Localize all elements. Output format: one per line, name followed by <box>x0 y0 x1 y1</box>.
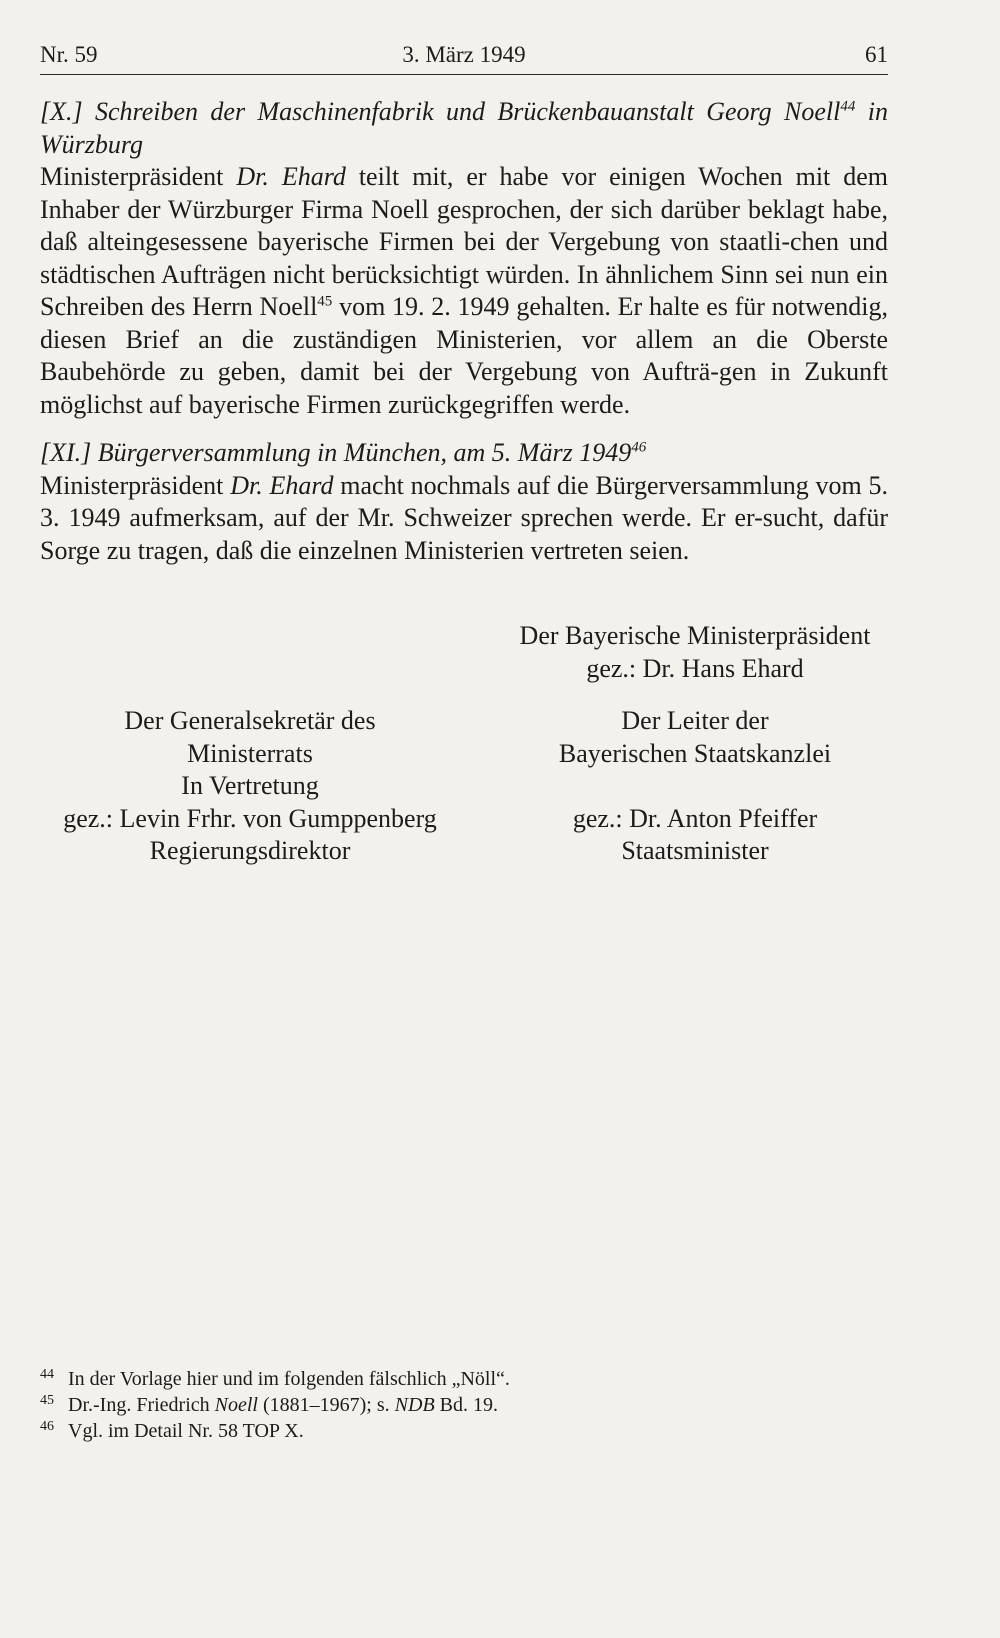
section-x-heading <box>40 96 888 161</box>
page-number: 61 <box>865 42 888 67</box>
section-xi-label: [XI.] <box>40 438 92 467</box>
signature-generalsekretaer: Der Generalsekretär des Ministerrats In Vertretung gez.: Levin Frhr. von Gumppenberg Regierungsdirektor <box>63 706 437 865</box>
section-x-paragraph: Ministerpräsident Dr. Ehard teilt mit, er habe vor einigen Wochen mit dem Inhaber der Würzburger Firma Noell gesprochen, der sich darüber beklagt habe, daß alteingesessene bayerische Firmen bei der Vergebung von staatli-chen und städtischen Aufträgen nicht berücksichtigt würden. In ähnlichem Sinn sei nun ein Schreiben des Herrn Noell$^{45}$ vom 19. 2. 1949 gehalten. Er halte es für notwendig, diesen Brief an die zuständigen Ministerien, vor allem an die Oberste Baubehörde zu geben, damit bei der Vergebung von Aufträ-gen in Zukunft möglichst auf bayerische Firmen zurückgegriffen werde. <box>40 162 888 419</box>
section-x-title-2: in Würzburg <box>40 97 888 159</box>
footnote-45: 45 Dr.-Ing. Friedrich Noell (1881–1967); s. NDB Bd. 19. <box>40 1393 498 1416</box>
section-xi-paragraph: Ministerpräsident Dr. Ehard macht nochmals auf die Bürgerversammlung vom 5. 3. 1949 aufmerksam, auf der Mr. Schweizer sprechen werde. Er er-sucht, dafür Sorge zu tragen, daß die einzelnen Ministerien vertreten seien. <box>40 470 888 565</box>
footnotes <box>40 1366 888 1444</box>
document-page: Nr. 59 3. März 1949 61 [X.] Schreiben der Maschinenfabrik und Brückenbauanstalt Georg Noell$^{44}$ in Würzburg Ministerpräsident Dr. Ehard teilt mit, er habe vor einigen Wochen mit dem Inhaber der Würzburger Firma Noell gesprochen, der sich darüber beklagt habe, daß alteingesessene bayerische Firmen bei der Vergebung von staatli-chen und städtischen Aufträgen nicht berücksichtigt würden. In ähnlichem Sinn sei nun ein Schreiben des Herrn Noell$^{45}$ vom 19. 2. 1949 gehalten. Er halte es für notwendig, diesen Brief an die zuständigen Ministerien, vor allem an die Oberste Baubehörde zu geben, damit bei der Vergebung von Aufträ-gen in Zukunft möglichst auf bayerische Firmen zurückgegriffen werde. [XI.] Bürgerversammlung in München, am 5. März 1949$^{46}$ Ministerpräsident Dr. Ehard macht nochmals auf die Bürgerversammlung vom 5. 3. 1949 aufmerksam, auf der Mr. Schweizer sprechen werde. Er er-sucht, dafür Sorge zu tragen, daß die einzelnen Ministerien vertreten seien. Der Bayerische Ministerpräsident gez.: Dr. Hans Ehard Der Generalsekretär des Ministerrats In Vertretung gez.: Levin Frhr. von Gumppenberg Regierungsdirektor Der Leiter der Bayerischen Staatskanzlei gez.: Dr. Anton Pfeiffer Staatsminister 44 In der Vorlage hier und im folgenden fälschlich „Nöll“. 45 Dr.-Ing. Friedrich Noell (1881–1967); s. NDB Bd. 19. 46 Vgl. im Detail Nr. 58 TOP X. <box>0 0 1000 1638</box>
main-text <box>40 96 888 567</box>
footnote-ref-46: 46 <box>631 439 647 456</box>
footnote-ref-44: 44 <box>840 98 856 115</box>
document-number: Nr. 59 <box>40 42 98 67</box>
section-x-label: [X.] <box>40 97 83 126</box>
person-name: Dr. Ehard <box>236 162 346 191</box>
running-header <box>40 42 888 72</box>
footnote-44: 44 In der Vorlage hier und im folgenden fälschlich „Nöll“. <box>40 1367 510 1390</box>
person-name: Dr. Ehard <box>230 470 334 500</box>
section-xi-heading <box>40 437 888 470</box>
header-date: 3. März 1949 <box>402 42 526 67</box>
header-rule <box>40 74 888 75</box>
footnote-46: 46 Vgl. im Detail Nr. 58 TOP X. <box>40 1419 304 1442</box>
section-x-title: Schreiben der Maschinenfabrik und Brückenbauanstalt Georg Noell <box>95 97 841 126</box>
footnote-ref-45: 45 <box>317 293 333 310</box>
section-xi-title: Bürgerversammlung in München, am 5. März 1949 <box>97 438 632 467</box>
signature-staatskanzlei: Der Leiter der Bayerischen Staatskanzlei gez.: Dr. Anton Pfeiffer Staatsminister <box>558 706 832 865</box>
